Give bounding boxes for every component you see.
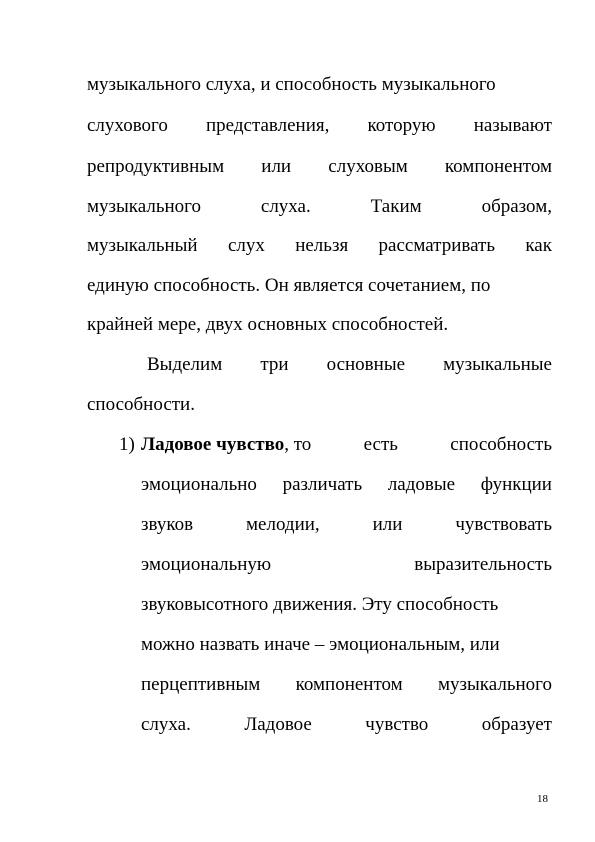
word: функции (480, 474, 552, 495)
word: чувство (365, 714, 429, 735)
word: эмоциональную (141, 554, 272, 575)
word: основные (326, 354, 406, 375)
word: есть (363, 434, 398, 455)
word: или (261, 156, 292, 177)
list-item-1-line-2 (141, 474, 552, 496)
paragraph-2-line-1 (147, 354, 552, 376)
paragraph-1-line-3 (87, 156, 552, 178)
list-item-1-line-7 (141, 674, 552, 696)
list-item-1-line-1 (141, 434, 552, 456)
word: , то (284, 434, 312, 455)
word: представления, (206, 115, 330, 136)
text-run: единую способность. Он является сочетанием, по (87, 275, 491, 296)
page-number: 18 (537, 793, 548, 805)
word: образует (481, 714, 552, 735)
paragraph-1-line-7 (87, 314, 552, 336)
word: музыкальные (443, 354, 552, 375)
list-item-1-line-8 (141, 714, 552, 736)
word: слуха. (141, 714, 191, 735)
word: слуховым (328, 156, 408, 177)
paragraph-2-line-2 (87, 394, 552, 416)
term-run (141, 434, 311, 456)
word: способность (450, 434, 552, 455)
word: слуха. (260, 196, 311, 217)
word: музыкального (87, 196, 201, 217)
paragraph-1-line-1 (87, 74, 552, 96)
word: компонентом (295, 674, 403, 695)
word: образом, (481, 196, 552, 217)
word: чувствовать (455, 514, 552, 535)
word: перцептивным (141, 674, 261, 695)
list-item-1-line-6 (141, 634, 552, 656)
word: мелодии, (246, 514, 320, 535)
word: Таким (370, 196, 422, 217)
list-marker: 1) (119, 434, 135, 455)
word: слух (227, 235, 265, 256)
word: как (525, 235, 552, 256)
text-run: можно назвать иначе – эмоциональным, или (141, 634, 500, 655)
word: музыкальный (87, 235, 198, 256)
list-item-1-line-3 (141, 514, 552, 536)
word: рассматривать (378, 235, 496, 256)
paragraph-1-line-4 (87, 196, 552, 218)
word: звуков (141, 514, 194, 535)
word: или (372, 514, 403, 535)
word: ладовые (387, 474, 456, 495)
text-run: крайней мере, двух основных способностей. (87, 314, 449, 335)
word: компонентом (444, 156, 552, 177)
word: выразительность (414, 554, 552, 575)
word: три (260, 354, 289, 375)
paragraph-1-line-6 (87, 275, 552, 297)
text-run: музыкального слуха, и способность музыкального (87, 74, 496, 95)
paragraph-1-line-5 (87, 235, 552, 257)
word: репродуктивным (87, 156, 225, 177)
word: слухового (87, 115, 168, 136)
list-item-1-line-5 (141, 594, 552, 616)
word: Ладовое (244, 714, 312, 735)
paragraph-1-line-2 (87, 115, 552, 137)
word: которую (367, 115, 436, 136)
text-run: способности. (87, 394, 195, 415)
word: Выделим (147, 354, 223, 375)
word: нельзя (295, 235, 349, 256)
word: называют (473, 115, 552, 136)
word: музыкального (438, 674, 552, 695)
list-item-1-line-4 (141, 554, 552, 576)
text-run: звуковысотного движения. Эту способность (141, 594, 499, 615)
word: эмоционально (141, 474, 257, 495)
bold-term: Ладовое чувство (141, 434, 285, 455)
word: различать (282, 474, 363, 495)
